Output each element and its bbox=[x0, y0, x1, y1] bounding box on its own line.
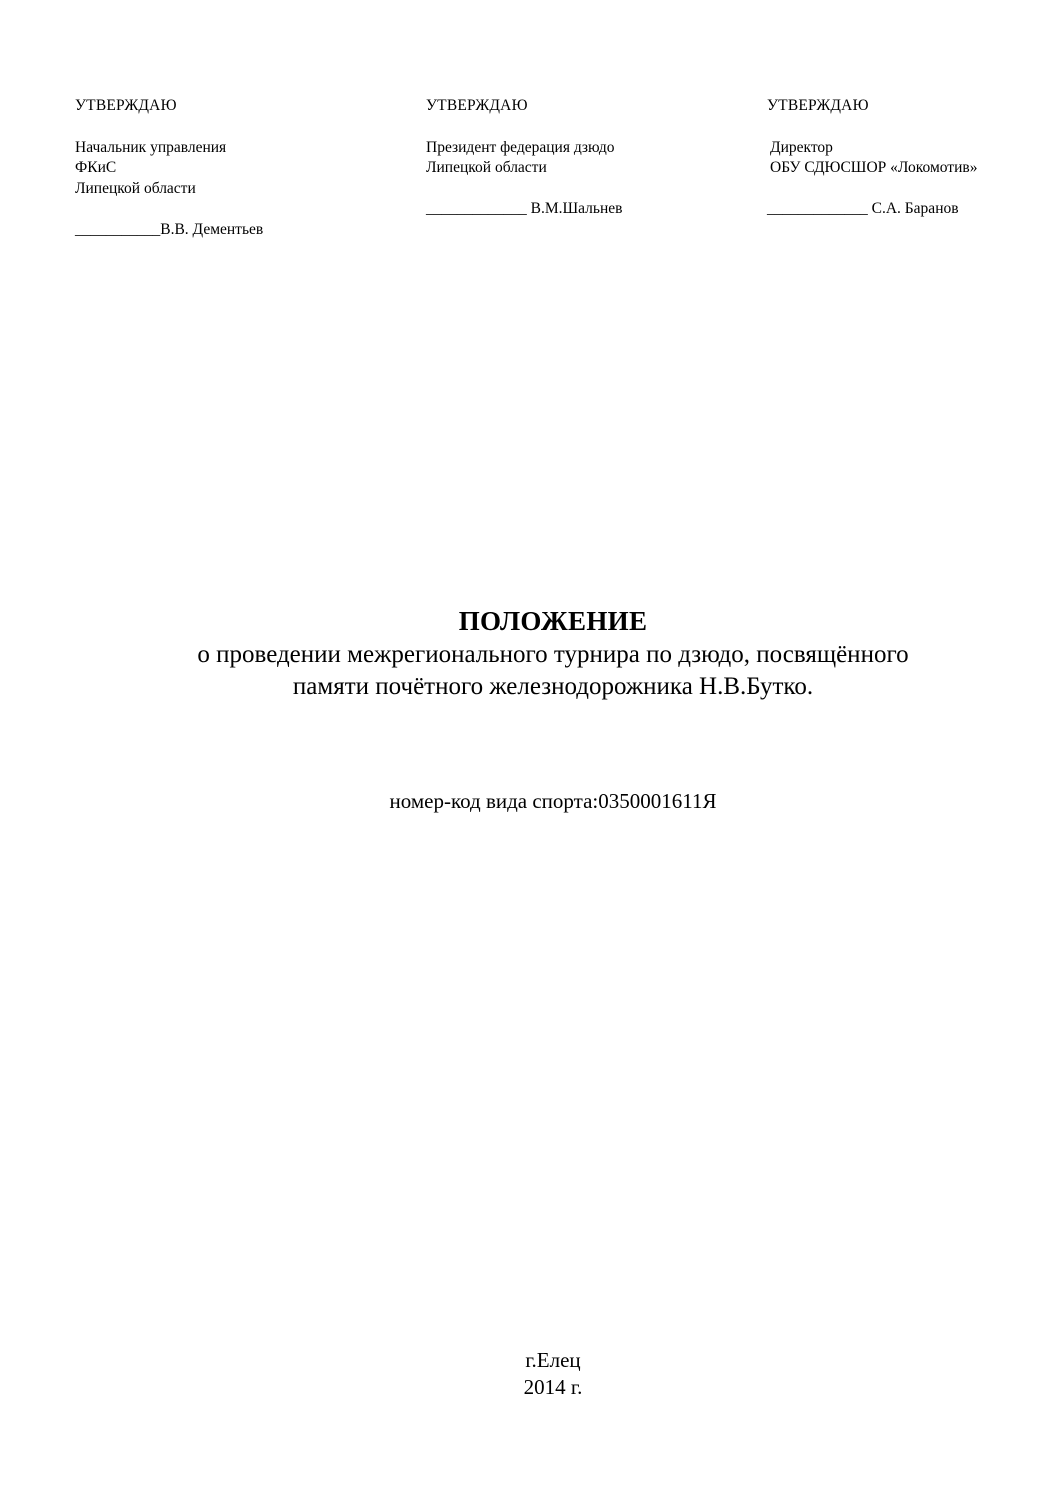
document-title-area bbox=[0, 603, 1060, 703]
approval-position-line: Липецкой области bbox=[426, 159, 547, 176]
document-footer bbox=[0, 1347, 1060, 1401]
footer-year: 2014 г. bbox=[523, 1375, 583, 1399]
sport-code-line bbox=[0, 788, 1060, 814]
approval-heading: УТВЕРЖДАЮ bbox=[767, 97, 869, 114]
approval-position-line: Президент федерация дзюдо bbox=[426, 138, 615, 156]
document-title: ПОЛОЖЕНИЕ bbox=[458, 606, 648, 636]
approval-position-line: ФКиС bbox=[75, 159, 117, 176]
approval-heading: УТВЕРЖДАЮ bbox=[426, 97, 528, 114]
approval-block-right bbox=[767, 96, 977, 220]
document-subtitle-line-2: памяти почётного железнодорожника Н.В.Бутко. bbox=[292, 673, 814, 700]
footer-city: г.Елец bbox=[525, 1348, 581, 1372]
document-subtitle-line-1: о проведении межрегионального турнира по дзюдо, посвящённого bbox=[197, 641, 909, 668]
approval-signature-line: _____________ В.М.Шальнев bbox=[426, 200, 623, 217]
approval-heading: УТВЕРЖДАЮ bbox=[75, 97, 177, 114]
approval-signature-line: _____________ С.А. Баранов bbox=[767, 200, 959, 217]
approval-block-left bbox=[75, 96, 263, 240]
approval-position-line: Директор bbox=[770, 138, 833, 156]
approval-block-middle bbox=[426, 96, 622, 220]
sport-code-text: номер-код вида спорта:0350001611Я bbox=[389, 789, 717, 813]
approval-position-line: ОБУ СДЮСШОР «Локомотив» bbox=[770, 159, 978, 176]
approval-position-line: Начальник управления bbox=[75, 138, 227, 156]
approval-signature-line: ___________В.В. Дементьев bbox=[75, 220, 264, 238]
approval-position-line: Липецкой области bbox=[75, 179, 196, 197]
